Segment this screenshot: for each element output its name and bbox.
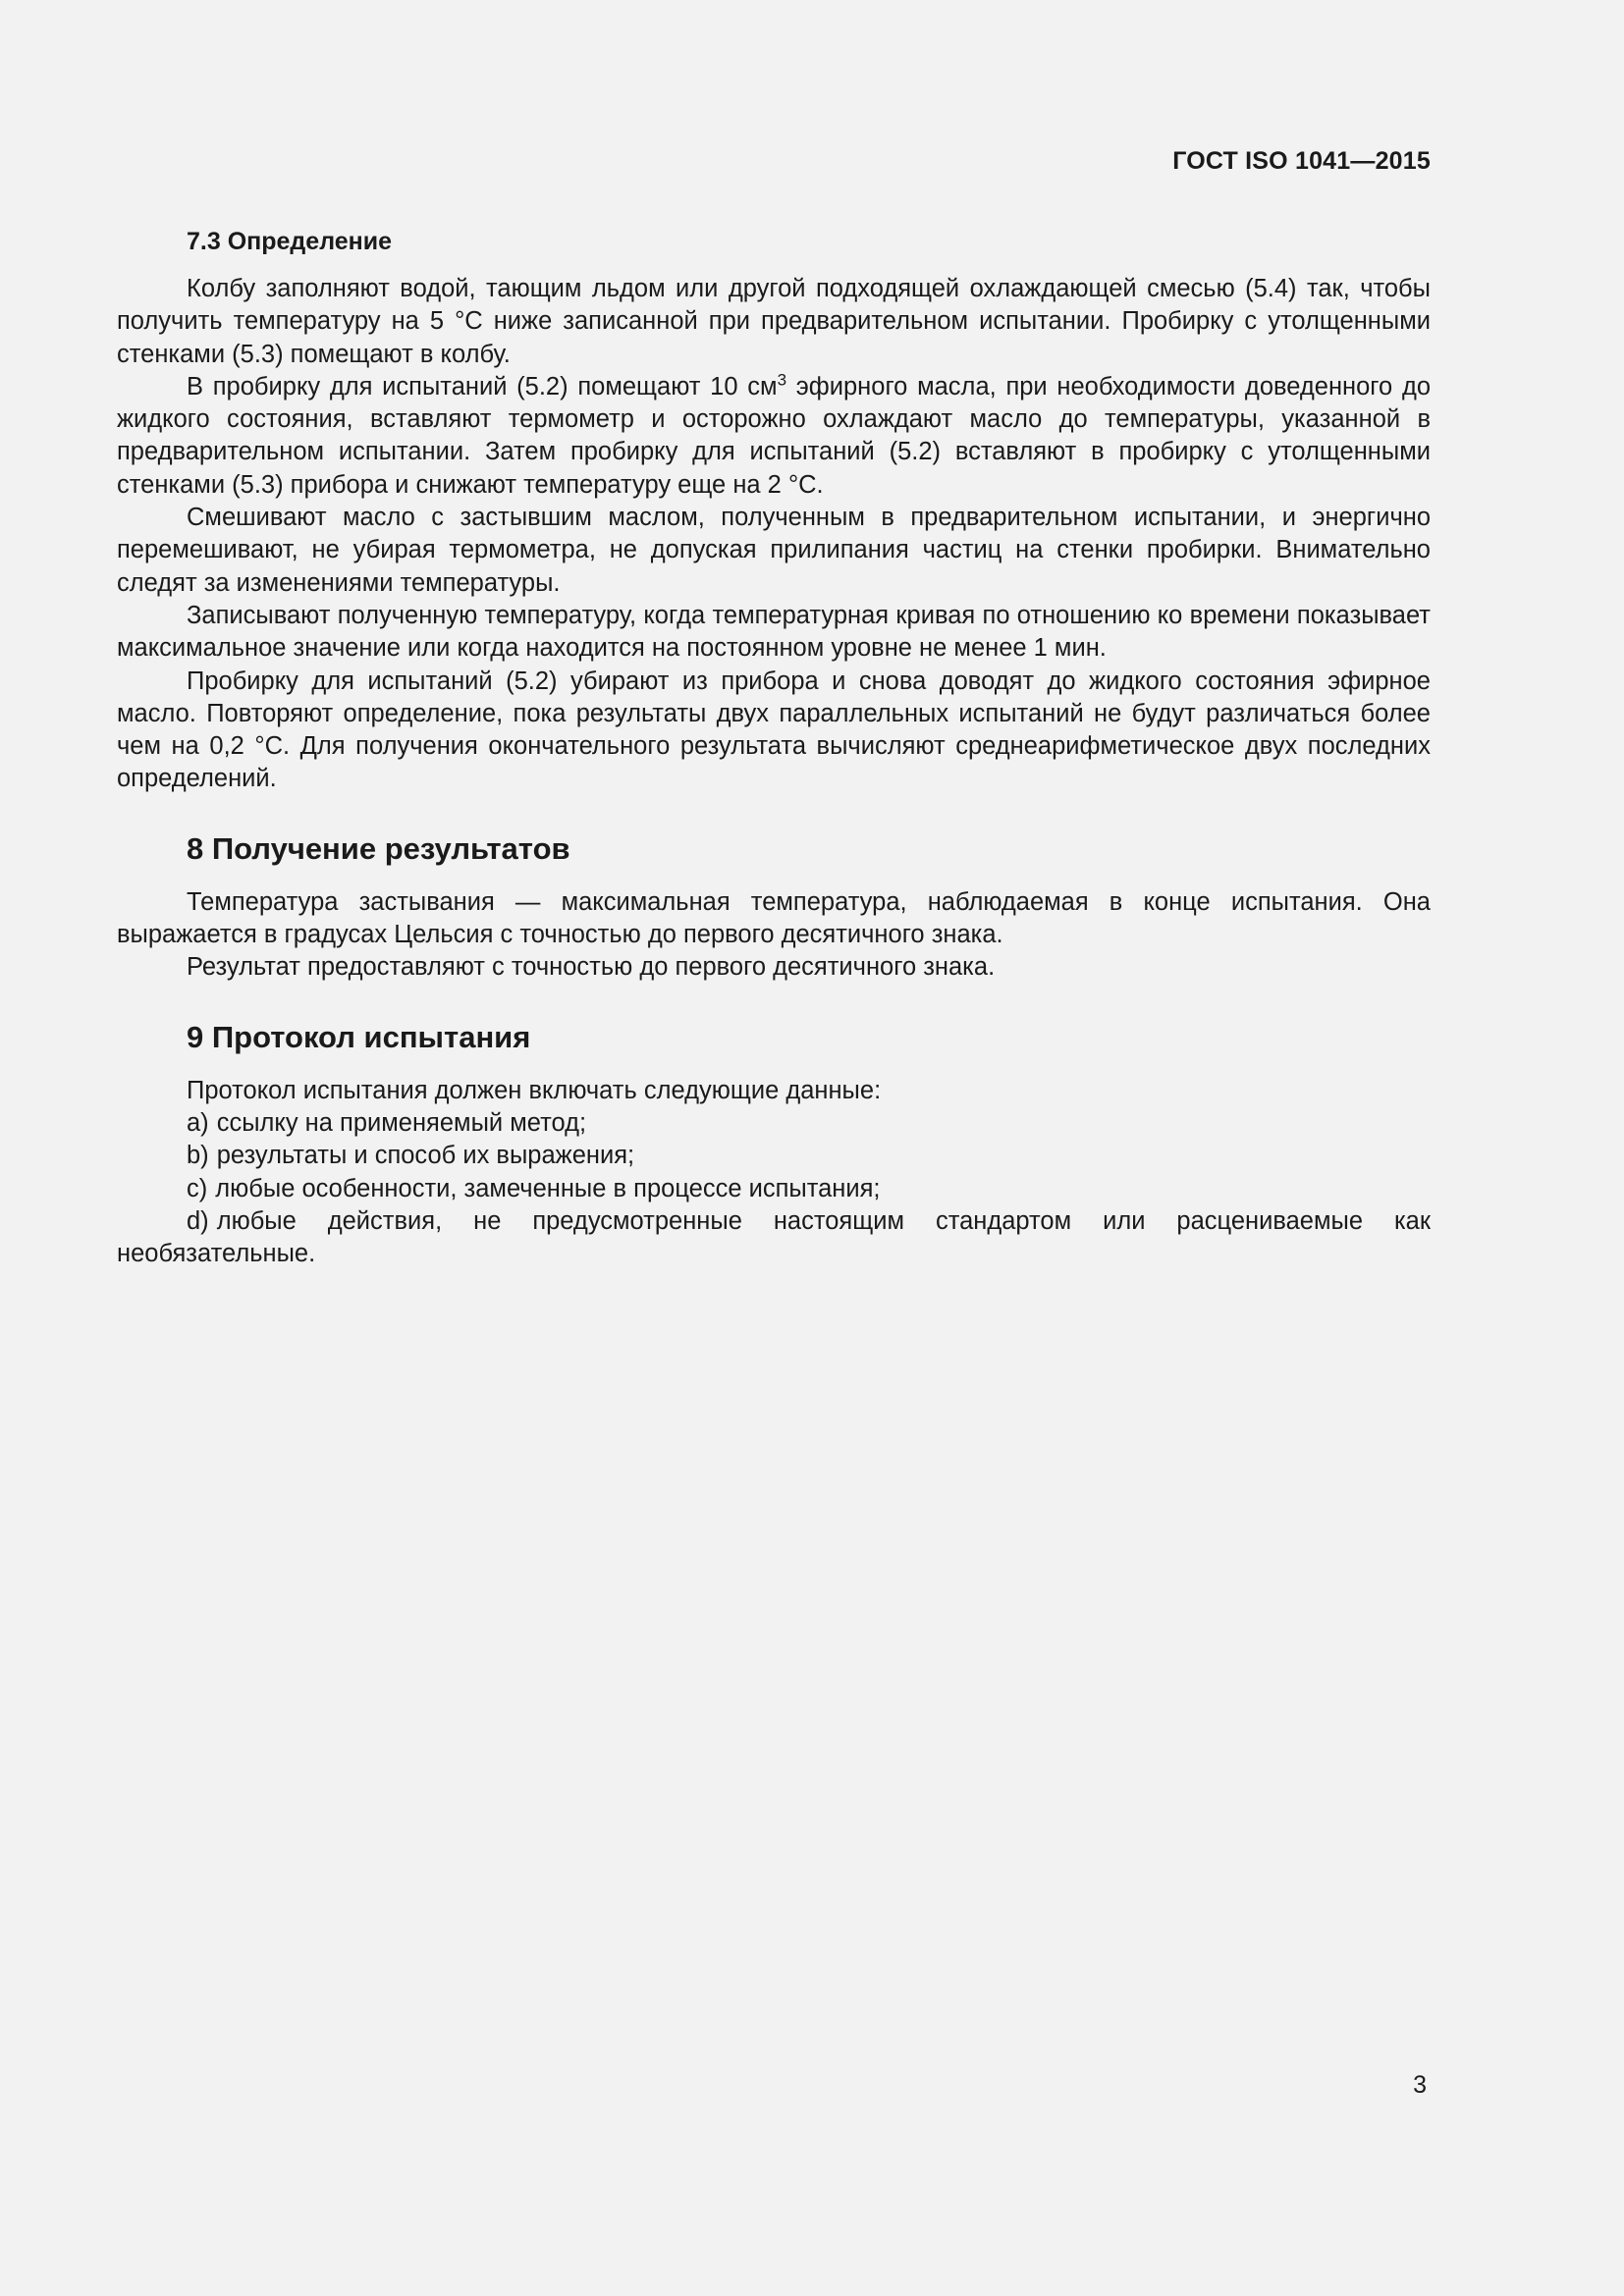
section-7-3-paragraph-1: Колбу заполняют водой, тающим льдом или другой подходящей охлаждающей смесью (5.4) так, чтобы получить температуру на 5 °C ниже записанной при предварительном испытании. Пробирку с утолщенными стенками (5.3) помещают в колбу. — [117, 275, 1431, 368]
paragraph-2-text-end: эфирного масла, при необходимости доведенного до жидкого состояния, вставляют термометр и осторожно охлаждают масло до температуры, указанной в предварительном испытании. Затем пробирку для испытаний (5.2) вставляют в пробирку с утолщенными стенками (5.3) прибора и снижают температуру еще на 2 °C. — [117, 372, 1432, 499]
section-7-3 — [117, 224, 1431, 796]
section-7-3-title: 7.3 Определение — [187, 228, 393, 255]
list-item-text: любые особенности, замеченные в процессе испытания; — [215, 1174, 881, 1202]
list-item — [117, 1107, 1431, 1140]
list-item-text: результаты и способ их выражения; — [216, 1142, 635, 1170]
section-8-paragraph-2: Результат предоставляют с точностью до первого десятичного знака. — [187, 953, 996, 982]
section-9 — [117, 1018, 1431, 1271]
section-8-paragraph-1: Температура застывания — максимальная температура, наблюдаемая в конце испытания. Она выражается в градусах Цельсия с точностью до первого десятичного знака. — [117, 887, 1431, 949]
list-marker: b) — [187, 1142, 209, 1170]
list-item — [117, 1205, 1431, 1271]
list-item — [117, 1140, 1431, 1172]
section-spacer — [117, 796, 1431, 829]
page-number: 3 — [1413, 2071, 1427, 2099]
section-8 — [117, 829, 1431, 985]
section-9-intro: Протокол испытания должен включать следующие данные: — [187, 1076, 882, 1104]
section-7-3-paragraph-3: Смешивают масло с застывшим маслом, полученным в предварительном испытании, и энергично перемешивают, не убирая термометра, не допуская прилипания частиц на стенки пробирки. Внимательно следят за изменениями температуры. — [117, 504, 1431, 597]
section-7-3-paragraph-4: Записывают полученную температуру, когда температурная кривая по отношению ко времени показывает максимальное значение или когда находится на постоянном уровне не менее 1 мин. — [117, 601, 1431, 663]
standard-code-header: ГОСТ ISO 1041—2015 — [1172, 147, 1431, 175]
section-9-title: 9 Протокол испытания — [187, 1019, 531, 1054]
list-marker: a) — [187, 1108, 209, 1137]
section-7-3-paragraph-5: Пробирку для испытаний (5.2) убирают из прибора и снова доводят до жидкого состояния эфирное масло. Повторяют определение, пока результаты двух параллельных испытаний не будут различаться более чем на 0,2 °C. Для получения окончательного результата вычисляют среднеарифметическое двух последних определений. — [117, 667, 1431, 793]
paragraph-2-text-start: В пробирку для испытаний (5.2) помещают 10 см — [187, 372, 778, 400]
list-item-text: ссылку на применяемый метод; — [216, 1108, 587, 1137]
list-marker: d) — [187, 1206, 209, 1235]
cubic-superscript: 3 — [777, 370, 787, 390]
document-body — [117, 224, 1431, 1270]
section-8-title: 8 Получение результатов — [187, 830, 570, 866]
section-spacer — [117, 985, 1431, 1018]
list-item — [117, 1173, 1431, 1205]
list-item-text: любые действия, не предусмотренные настоящим стандартом или расцениваемые как необязательные. — [117, 1206, 1431, 1268]
list-marker: c) — [187, 1174, 208, 1202]
section-7-3-paragraph-2 — [117, 371, 1431, 502]
